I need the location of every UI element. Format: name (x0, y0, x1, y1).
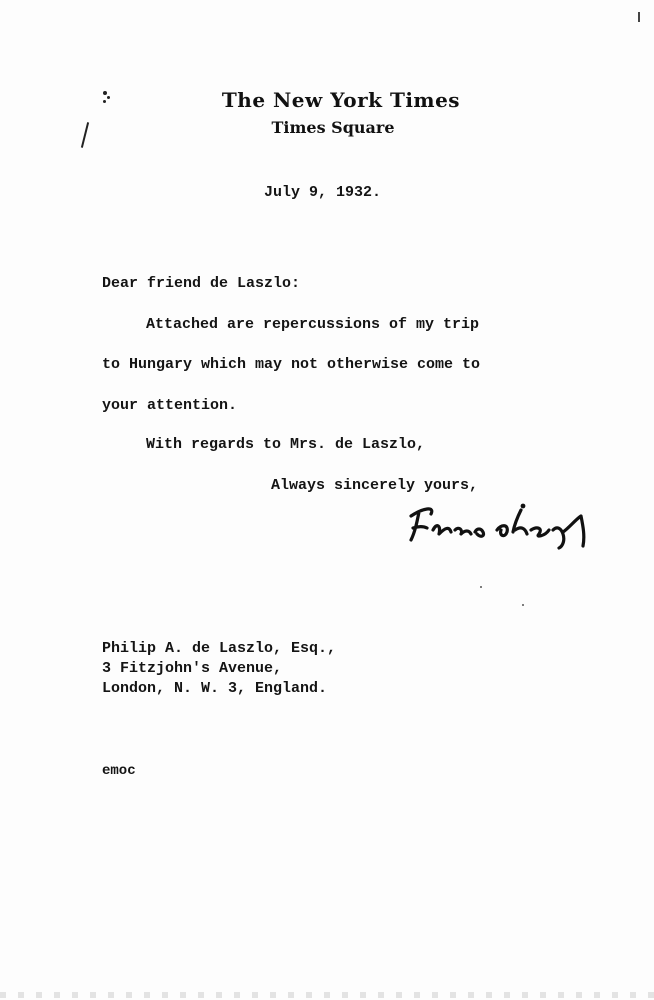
body-line-1: Attached are repercussions of my trip (146, 316, 480, 333)
paper-speck (522, 604, 524, 606)
paper-speck (480, 586, 482, 588)
body-line-3: your attention. (102, 397, 238, 414)
recipient-city: London, N. W. 3, England. (102, 680, 328, 697)
letter-date: July 9, 1932. (264, 184, 382, 201)
body-line-4: With regards to Mrs. de Laszlo, (146, 436, 426, 453)
edge-mark (638, 12, 640, 22)
body-line-2: to Hungary which may not otherwise come to (102, 356, 481, 373)
letterhead-subtitle: Times Square (271, 118, 395, 137)
typist-initials: emoc (102, 763, 136, 779)
letterhead-title: The New York Times (221, 88, 461, 112)
recipient-street: 3 Fitzjohn's Avenue, (102, 660, 283, 677)
closing: Always sincerely yours, (271, 477, 479, 494)
handwritten-signature (405, 500, 595, 550)
scan-edge-artifact (0, 992, 654, 998)
salutation: Dear friend de Laszlo: (102, 275, 301, 292)
recipient-name: Philip A. de Laszlo, Esq., (102, 640, 337, 657)
